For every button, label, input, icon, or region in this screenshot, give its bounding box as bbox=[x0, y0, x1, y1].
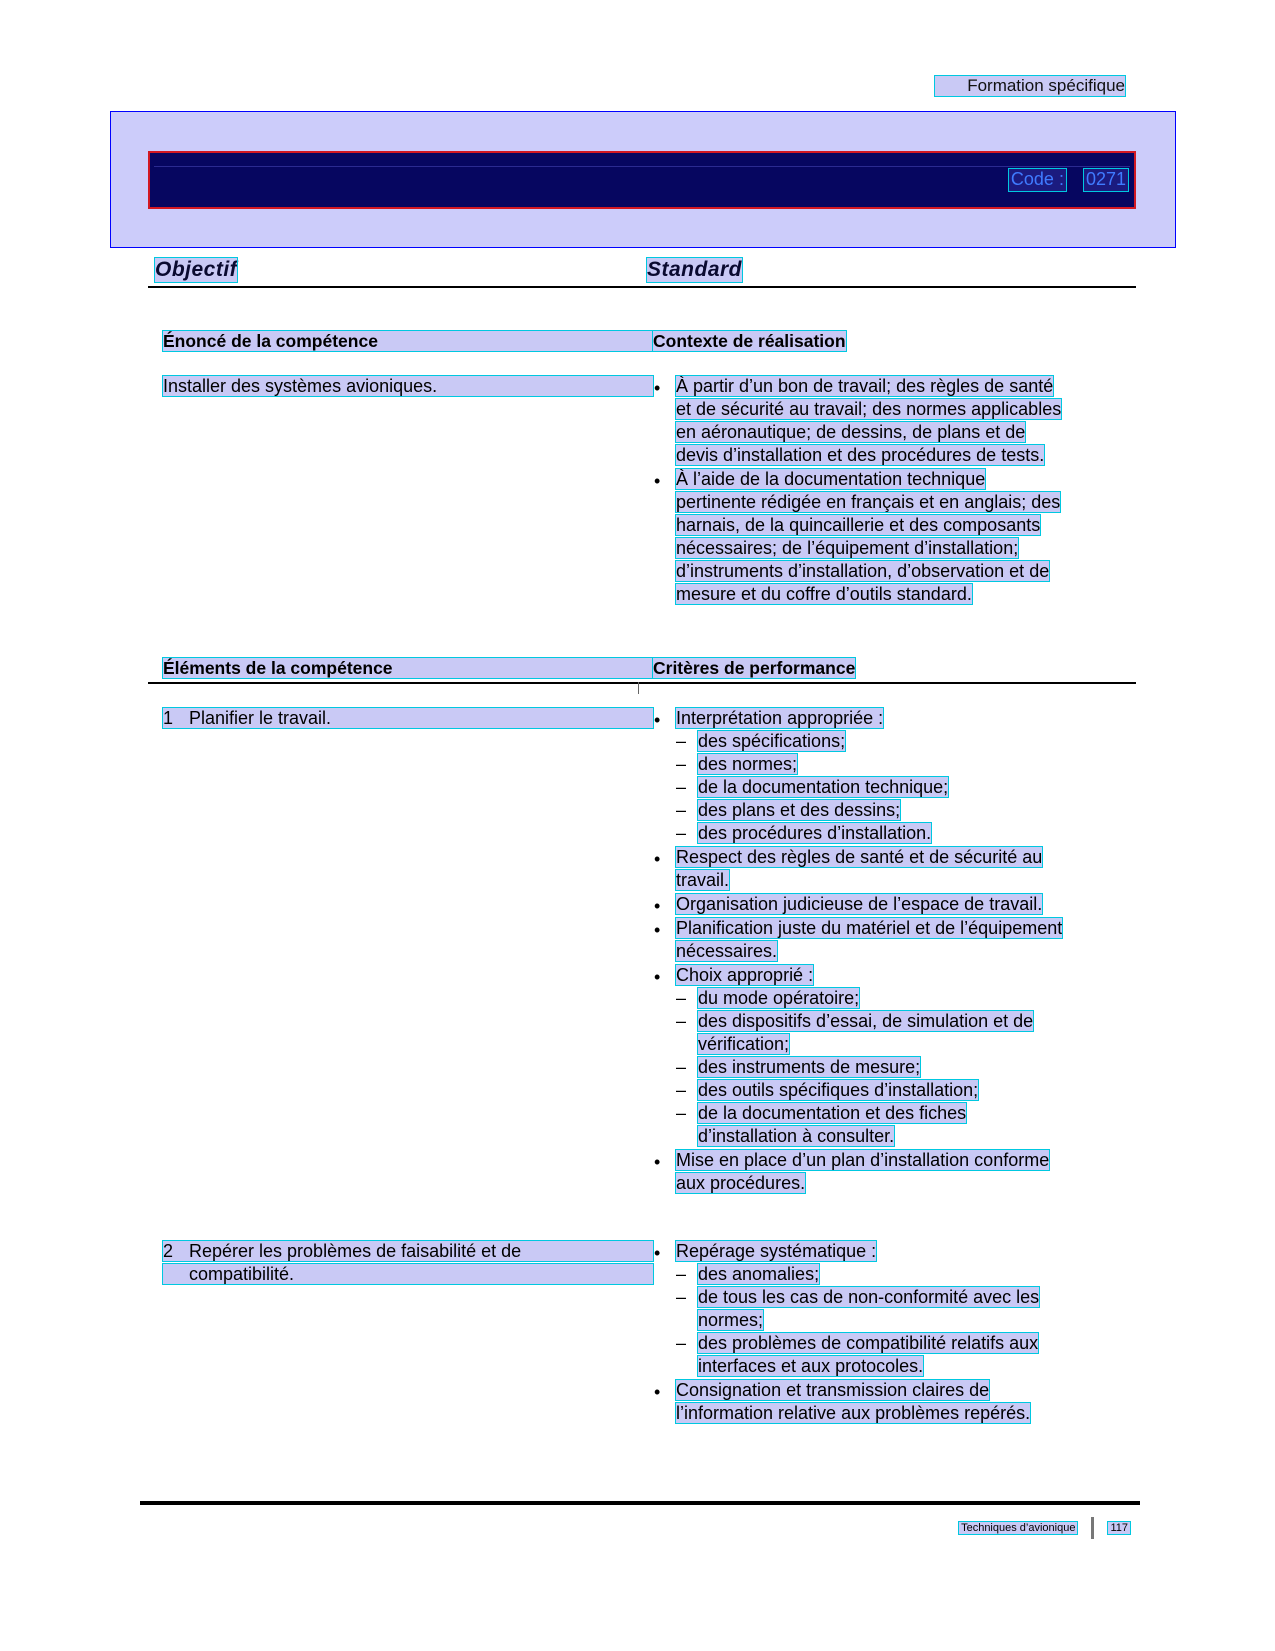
criterion-line: travail. bbox=[676, 870, 730, 890]
sub-criterion bbox=[676, 800, 1062, 820]
sub-criterion-line: de la documentation et des fiches bbox=[698, 1103, 967, 1123]
sub-criterion-line: normes; bbox=[698, 1310, 764, 1330]
sub-criterion bbox=[676, 1011, 1062, 1054]
sub-criterion-line: des procédures d’installation. bbox=[698, 823, 932, 843]
page-header-section: Formation spécifique bbox=[935, 76, 1125, 96]
dash-icon: – bbox=[676, 1287, 687, 1307]
bullet-icon: • bbox=[654, 849, 661, 869]
dash-icon: – bbox=[676, 754, 687, 774]
code-label: Code : bbox=[1010, 169, 1064, 189]
criterion-line: d’instruments d’installation, d’observation et de bbox=[676, 561, 1050, 581]
dash-icon: – bbox=[676, 1103, 687, 1123]
criterion-item bbox=[654, 1241, 1040, 1376]
criterion-item bbox=[654, 469, 1061, 604]
elements-heading: Éléments de la compétence bbox=[163, 658, 653, 678]
dash-icon: – bbox=[676, 1080, 687, 1100]
bullet-icon: • bbox=[654, 710, 661, 730]
bullet-icon: • bbox=[654, 471, 661, 491]
sub-criterion-line: des instruments de mesure; bbox=[698, 1057, 921, 1077]
heading-rule bbox=[148, 286, 1136, 288]
criteria-list-1 bbox=[654, 708, 1063, 1197]
competence-statement: Installer des systèmes avioniques. bbox=[163, 376, 653, 396]
sub-criterion bbox=[676, 1287, 1039, 1330]
criterion-line: Organisation judicieuse de l’espace de travail. bbox=[676, 894, 1043, 914]
page-number: 117 bbox=[1110, 1522, 1128, 1534]
criterion-item bbox=[654, 1150, 1062, 1193]
sub-criterion-line: interfaces et aux protocoles. bbox=[698, 1356, 924, 1376]
column-heading-standard: Standard bbox=[647, 258, 743, 281]
criterion-line: Respect des règles de santé et de sécurité au bbox=[676, 847, 1043, 867]
sub-criterion bbox=[676, 1103, 1062, 1146]
criterion-line: Interprétation appropriée : bbox=[676, 708, 884, 728]
competence-heading: Énoncé de la compétence bbox=[163, 331, 653, 351]
sub-criterion-line: des anomalies; bbox=[698, 1264, 820, 1284]
criterion-item bbox=[654, 918, 1063, 961]
dash-icon: – bbox=[676, 1011, 687, 1031]
criterion-line: mesure et du coffre d’outils standard. bbox=[676, 584, 972, 604]
criterion-line: aux procédures. bbox=[676, 1173, 806, 1193]
column-divider bbox=[638, 682, 639, 694]
sub-criterion-line: de tous les cas de non-conformité avec les bbox=[698, 1287, 1040, 1307]
sub-criterion bbox=[676, 1057, 1062, 1077]
sub-criterion bbox=[676, 823, 1062, 843]
sub-criterion-line: des dispositifs d’essai, de simulation et de bbox=[698, 1011, 1034, 1031]
criterion-line: À partir d’un bon de travail; des règles de santé bbox=[676, 376, 1054, 396]
criterion-line: et de sécurité au travail; des normes applicables bbox=[676, 399, 1062, 419]
sub-criterion-line: vérification; bbox=[698, 1034, 790, 1054]
dash-icon: – bbox=[676, 1057, 687, 1077]
criteria-list-2 bbox=[654, 1241, 1040, 1427]
criterion-line: Planification juste du matériel et de l’équipement bbox=[676, 918, 1063, 938]
column-heading-objectif: Objectif bbox=[155, 258, 238, 281]
sub-criterion bbox=[676, 754, 1062, 774]
bullet-icon: • bbox=[654, 896, 661, 916]
criterion-item bbox=[654, 708, 1062, 843]
criterion-item bbox=[654, 965, 1062, 1146]
element-line: compatibilité. bbox=[163, 1264, 653, 1284]
criterion-line: l’information relative aux problèmes repérés. bbox=[676, 1403, 1031, 1423]
dash-icon: – bbox=[676, 1264, 687, 1284]
criteria-heading: Critères de performance bbox=[653, 658, 856, 678]
competency-code bbox=[1009, 169, 1128, 191]
dash-icon: – bbox=[676, 823, 687, 843]
dash-icon: – bbox=[676, 777, 687, 797]
sub-criterion bbox=[676, 1333, 1039, 1376]
code-bar bbox=[148, 151, 1136, 209]
bullet-icon: • bbox=[654, 920, 661, 940]
sub-criterion-line: de la documentation technique; bbox=[698, 777, 949, 797]
criterion-line: Choix approprié : bbox=[676, 965, 814, 985]
criterion-line: À l’aide de la documentation technique bbox=[676, 469, 986, 489]
sub-criterion bbox=[676, 1264, 1039, 1284]
dash-icon: – bbox=[676, 800, 687, 820]
dash-icon: – bbox=[676, 1333, 687, 1353]
sub-criterion-line: des outils spécifiques d’installation; bbox=[698, 1080, 979, 1100]
sub-criterion-line: du mode opératoire; bbox=[698, 988, 860, 1008]
sub-criterion bbox=[676, 1080, 1062, 1100]
footer-rule bbox=[140, 1501, 1140, 1505]
element-number: 2 bbox=[163, 1241, 174, 1261]
footer-program: Techniques d’avionique bbox=[961, 1522, 1076, 1534]
criterion-line: Repérage systématique : bbox=[676, 1241, 877, 1261]
bullet-icon: • bbox=[654, 1243, 661, 1263]
element-text: Planifier le travail. bbox=[189, 708, 332, 728]
footer-separator bbox=[1091, 1517, 1094, 1539]
sub-criterion bbox=[676, 777, 1062, 797]
sub-criterion bbox=[676, 988, 1062, 1008]
sub-criterion-line: d’installation à consulter. bbox=[698, 1126, 895, 1146]
criterion-item bbox=[654, 894, 1062, 916]
criterion-line: Consignation et transmission claires de bbox=[676, 1380, 990, 1400]
element-1-label bbox=[163, 708, 653, 728]
criterion-line: harnais, de la quincaillerie et des composants bbox=[676, 515, 1041, 535]
elements-rule bbox=[148, 682, 1136, 684]
element-number: 1 bbox=[163, 708, 174, 728]
criterion-item bbox=[654, 376, 1062, 465]
element-2-label bbox=[163, 1241, 653, 1284]
criterion-line: nécessaires; de l’équipement d’installation; bbox=[676, 538, 1019, 558]
criterion-line: devis d’installation et des procédures de tests. bbox=[676, 445, 1045, 465]
bullet-icon: • bbox=[654, 1152, 661, 1172]
code-value: 0271 bbox=[1085, 169, 1126, 189]
dash-icon: – bbox=[676, 731, 687, 751]
sub-criterion-line: des plans et des dessins; bbox=[698, 800, 901, 820]
criterion-line: en aéronautique; de dessins, de plans et de bbox=[676, 422, 1026, 442]
criterion-item bbox=[654, 1380, 1039, 1423]
context-list bbox=[654, 376, 1062, 608]
dash-icon: – bbox=[676, 988, 687, 1008]
sub-criterion-line: des spécifications; bbox=[698, 731, 846, 751]
criterion-line: Mise en place d’un plan d’installation conforme bbox=[676, 1150, 1050, 1170]
criterion-line: nécessaires. bbox=[676, 941, 778, 961]
criterion-item bbox=[654, 847, 1062, 890]
element-text: Repérer les problèmes de faisabilité et de bbox=[189, 1241, 522, 1261]
bullet-icon: • bbox=[654, 378, 661, 398]
bullet-icon: • bbox=[654, 1382, 661, 1402]
banner-divider bbox=[154, 166, 1130, 167]
bullet-icon: • bbox=[654, 967, 661, 987]
page-footer bbox=[920, 1520, 1130, 1536]
sub-criterion bbox=[676, 731, 1062, 751]
sub-criterion-line: des normes; bbox=[698, 754, 798, 774]
context-heading: Contexte de réalisation bbox=[653, 331, 846, 351]
sub-criterion-line: des problèmes de compatibilité relatifs aux bbox=[698, 1333, 1039, 1353]
element-line bbox=[163, 1241, 653, 1261]
criterion-line: pertinente rédigée en français et en anglais; des bbox=[676, 492, 1061, 512]
